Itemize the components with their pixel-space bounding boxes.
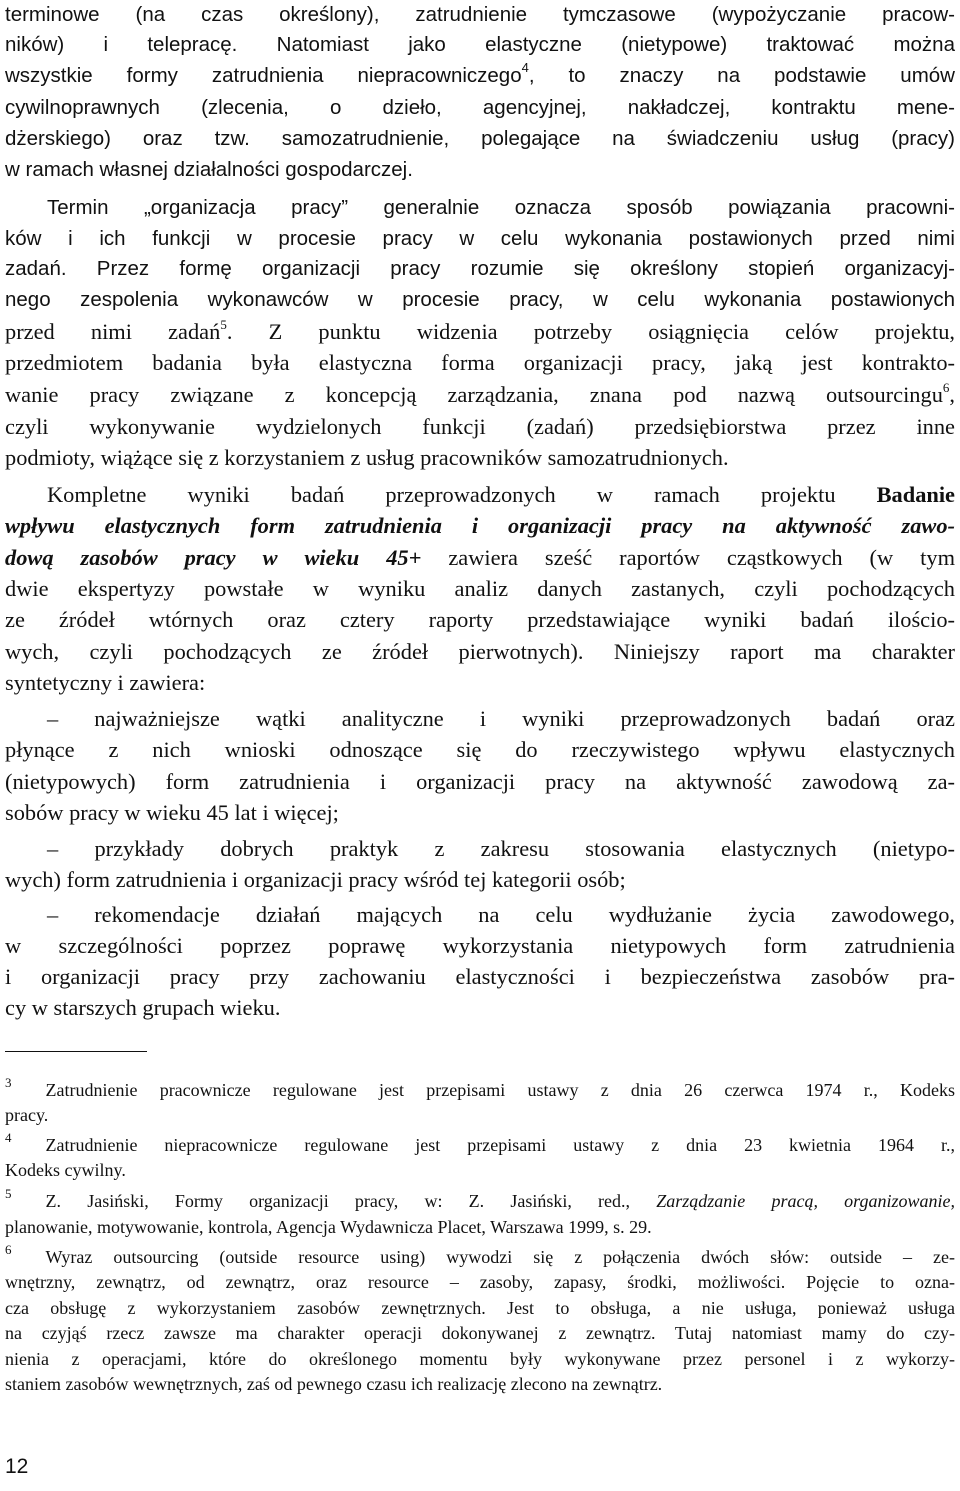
body-line xyxy=(5,348,955,378)
body-text: . Z punktu widzenia potrzeby osiągnięcia celów projektu, xyxy=(226,319,955,344)
footnote-text: Wyraz outsourcing (outside resource using) wywodzi się z połączenia dwóch słów: outside – ze- xyxy=(45,1247,955,1267)
footnote-text: Zatrudnienie pracownicze regulowane jest przepisami ustawy z dnia 26 czerwca 1974 r., Kodeks xyxy=(45,1080,955,1100)
body-text: w ramach własnej działalności gospodarczej. xyxy=(5,158,413,181)
body-line xyxy=(5,767,955,797)
body-line xyxy=(5,511,955,541)
body-line xyxy=(5,0,955,30)
footnote-line xyxy=(5,1215,955,1239)
footnote-text: Zatrudnienie niepracownicze regulowane jest przepisami ustawy z dnia 23 kwietnia 1964 r., xyxy=(45,1135,955,1155)
body-line xyxy=(5,93,955,123)
body-text: dwie ekspertyzy powstałe w wyniku analiz danych zastanych, czyli pochodzących xyxy=(5,576,955,601)
body-text: przed nimi zadań xyxy=(5,319,221,344)
body-line xyxy=(5,61,955,91)
footnote-text: pracy. xyxy=(5,1105,49,1125)
body-text: – najważniejsze wątki analityczne i wyniki przeprowadzonych badań oraz xyxy=(47,706,955,731)
page-number: 12 xyxy=(5,1455,29,1478)
list-item xyxy=(47,704,955,734)
body-text: Termin „organizacja pracy” generalnie oznacza sposób powiązania pracowni- xyxy=(47,196,955,219)
body-line xyxy=(5,254,955,284)
footnote-line xyxy=(5,1130,955,1157)
body-text: terminowe (na czas określony), zatrudnienie tymczasowe (wypożyczanie pracow- xyxy=(5,3,955,26)
footnote-number: 6 xyxy=(5,1242,12,1257)
body-text: w szczególności poprzez poprawę wykorzystania nietypowych form zatrudnienia xyxy=(5,933,955,958)
body-line xyxy=(5,412,955,442)
footnote-number: 3 xyxy=(5,1075,12,1090)
footnote-line xyxy=(5,1158,955,1182)
body-text: zadań. Przez formę organizacji pracy rozumie się określony stopień organizacyj- xyxy=(5,257,955,280)
body-text: , xyxy=(949,382,955,407)
body-line xyxy=(5,735,955,765)
footnote-line xyxy=(5,1296,955,1320)
body-line xyxy=(5,574,955,604)
project-title: Badanie xyxy=(876,482,955,507)
body-line xyxy=(5,605,955,635)
body-text: wych) form zatrudnienia i organizacji pracy wśród tej kategorii osób; xyxy=(5,867,626,892)
body-text: – rekomendacje działań mających na celu wydłużanie życia zawodowego, xyxy=(47,902,955,927)
body-text: cy w starszych grupach wieku. xyxy=(5,995,281,1020)
footnote-number: 5 xyxy=(5,1186,12,1201)
footnote-text: na czyjąś rzecz zawsze ma charakter operacji dokonywanej z zewnątrz. Tutaj natomiast mamy do czy- xyxy=(5,1323,955,1343)
body-text: sobów pracy w wieku 45 lat i więcej; xyxy=(5,800,339,825)
body-line xyxy=(5,668,955,698)
footnote-ref: 6 xyxy=(942,380,950,395)
body-text: , to znaczy na podstawie umów xyxy=(528,64,955,87)
body-text: wanie pracy związane z koncepcją zarządzania, znana pod nazwą outsourcingu xyxy=(5,382,943,407)
footnote-ref: 5 xyxy=(220,317,227,332)
footnote-text: cza obsługę z wykorzystaniem zasobów zewnętrznych. Jest to obsługa, a nie usługa, ponieważ usługa xyxy=(5,1298,955,1318)
footnote-line xyxy=(5,1321,955,1345)
footnote-text: Z. Jasiński, Formy organizacji pracy, w: Z. Jasiński, red., xyxy=(45,1191,657,1211)
body-line xyxy=(47,193,955,223)
footnote-text: staniem zasobów wewnętrznych, zaś od pewnego czasu ich realizację zlecono na zewnątrz. xyxy=(5,1374,663,1394)
body-text: syntetyczny i zawiera: xyxy=(5,670,206,695)
body-text: ze źródeł wtórnych oraz cztery raporty przedstawiające wyniki badań ilościo- xyxy=(5,607,955,632)
footnote-line xyxy=(5,1186,955,1213)
body-text: nego zespolenia wykonawców w procesie pracy, w celu wykonania postawionych xyxy=(5,288,955,311)
body-text: wszystkie formy zatrudnienia niepracowniczego xyxy=(5,64,522,87)
body-line xyxy=(5,317,955,347)
footnote-line xyxy=(5,1242,955,1269)
body-line xyxy=(5,798,955,828)
list-item xyxy=(47,834,955,864)
body-line xyxy=(5,865,955,895)
body-line xyxy=(5,637,955,667)
body-text: (nietypowych) form zatrudnienia i organizacji pracy na aktywność zawodową za- xyxy=(5,769,955,794)
body-text: ków i ich funkcji w procesie pracy w celu wykonania postawionych przed nimi xyxy=(5,227,955,250)
body-text: i organizacji pracy przy zachowaniu elastyczności i bezpieczeństwa zasobów pra- xyxy=(5,964,955,989)
footnote-text: Kodeks cywilny. xyxy=(5,1160,126,1180)
body-text: ników) i telepracę. Natomiast jako elastyczne (nietypowe) traktować można xyxy=(5,33,955,56)
body-line xyxy=(5,443,955,473)
body-line xyxy=(5,993,955,1023)
body-text: cywilnoprawnych (zlecenia, o dzieło, agencyjnej, nakładczej, kontraktu mene- xyxy=(5,96,955,119)
footnote-line xyxy=(5,1103,955,1127)
body-text: płynące z nich wnioski odnoszące się do rzeczywistego wpływu elastycznych xyxy=(5,737,955,762)
footnote-line xyxy=(5,1075,955,1102)
body-text: czyli wykonywanie wydzielonych funkcji (zadań) przedsiębiorstwa przez inne xyxy=(5,414,955,439)
body-line xyxy=(5,931,955,961)
body-text: – przykłady dobrych praktyk z zakresu stosowania elastycznych (nietypo- xyxy=(47,836,955,861)
body-line xyxy=(5,543,955,573)
body-line xyxy=(47,480,955,510)
body-line xyxy=(5,380,955,410)
project-title: wpływu elastycznych form zatrudnienia i organizacji pracy na aktywność zawo- xyxy=(5,513,955,538)
body-text: zawiera sześć raportów cząstkowych (w tym xyxy=(421,545,955,570)
body-text: dżerskiego) oraz tzw. samozatrudnienie, polegające na świadczeniu usług (pracy) xyxy=(5,127,955,150)
body-line xyxy=(5,124,955,154)
footnote-line xyxy=(5,1347,955,1371)
footnote-ref: 4 xyxy=(521,60,529,75)
footnote-line xyxy=(5,1372,955,1396)
body-line xyxy=(5,285,955,315)
body-line xyxy=(5,224,955,254)
footnote-separator xyxy=(5,1051,147,1052)
body-text: wych, czyli pochodzących ze źródeł pierwotnych). Niniejszy raport ma charakter xyxy=(5,639,955,664)
body-text: przedmiotem badania była elastyczna forma organizacji pracy, jaką jest kontrakto- xyxy=(5,350,955,375)
footnote-number: 4 xyxy=(5,1130,12,1145)
footnote-text: nienia z operacjami, które do określonego momentu były wykonywane przez personel i z wykorzy- xyxy=(5,1349,955,1369)
footnote-book-title: Zarządzanie pracą, organizowanie, xyxy=(656,1191,955,1211)
body-line xyxy=(5,30,955,60)
list-item xyxy=(47,900,955,930)
body-line xyxy=(5,155,955,185)
footnote-text: planowanie, motywowanie, kontrola, Agencja Wydawnicza Placet, Warszawa 1999, s. 29. xyxy=(5,1217,652,1237)
body-text: Kompletne wyniki badań przeprowadzonych w ramach projektu xyxy=(47,482,877,507)
body-text: podmioty, wiążące się z korzystaniem z usług pracowników samozatrudnionych. xyxy=(5,445,729,470)
project-title: dową zasobów pracy w wieku 45+ xyxy=(5,545,422,570)
footnote-text: wnętrzny, zewnątrz, od zewnątrz, oraz resource – zasoby, zapasy, środki, możliwości. Pojęcie to ozna- xyxy=(5,1272,955,1292)
body-line xyxy=(5,962,955,992)
footnote-line xyxy=(5,1270,955,1294)
